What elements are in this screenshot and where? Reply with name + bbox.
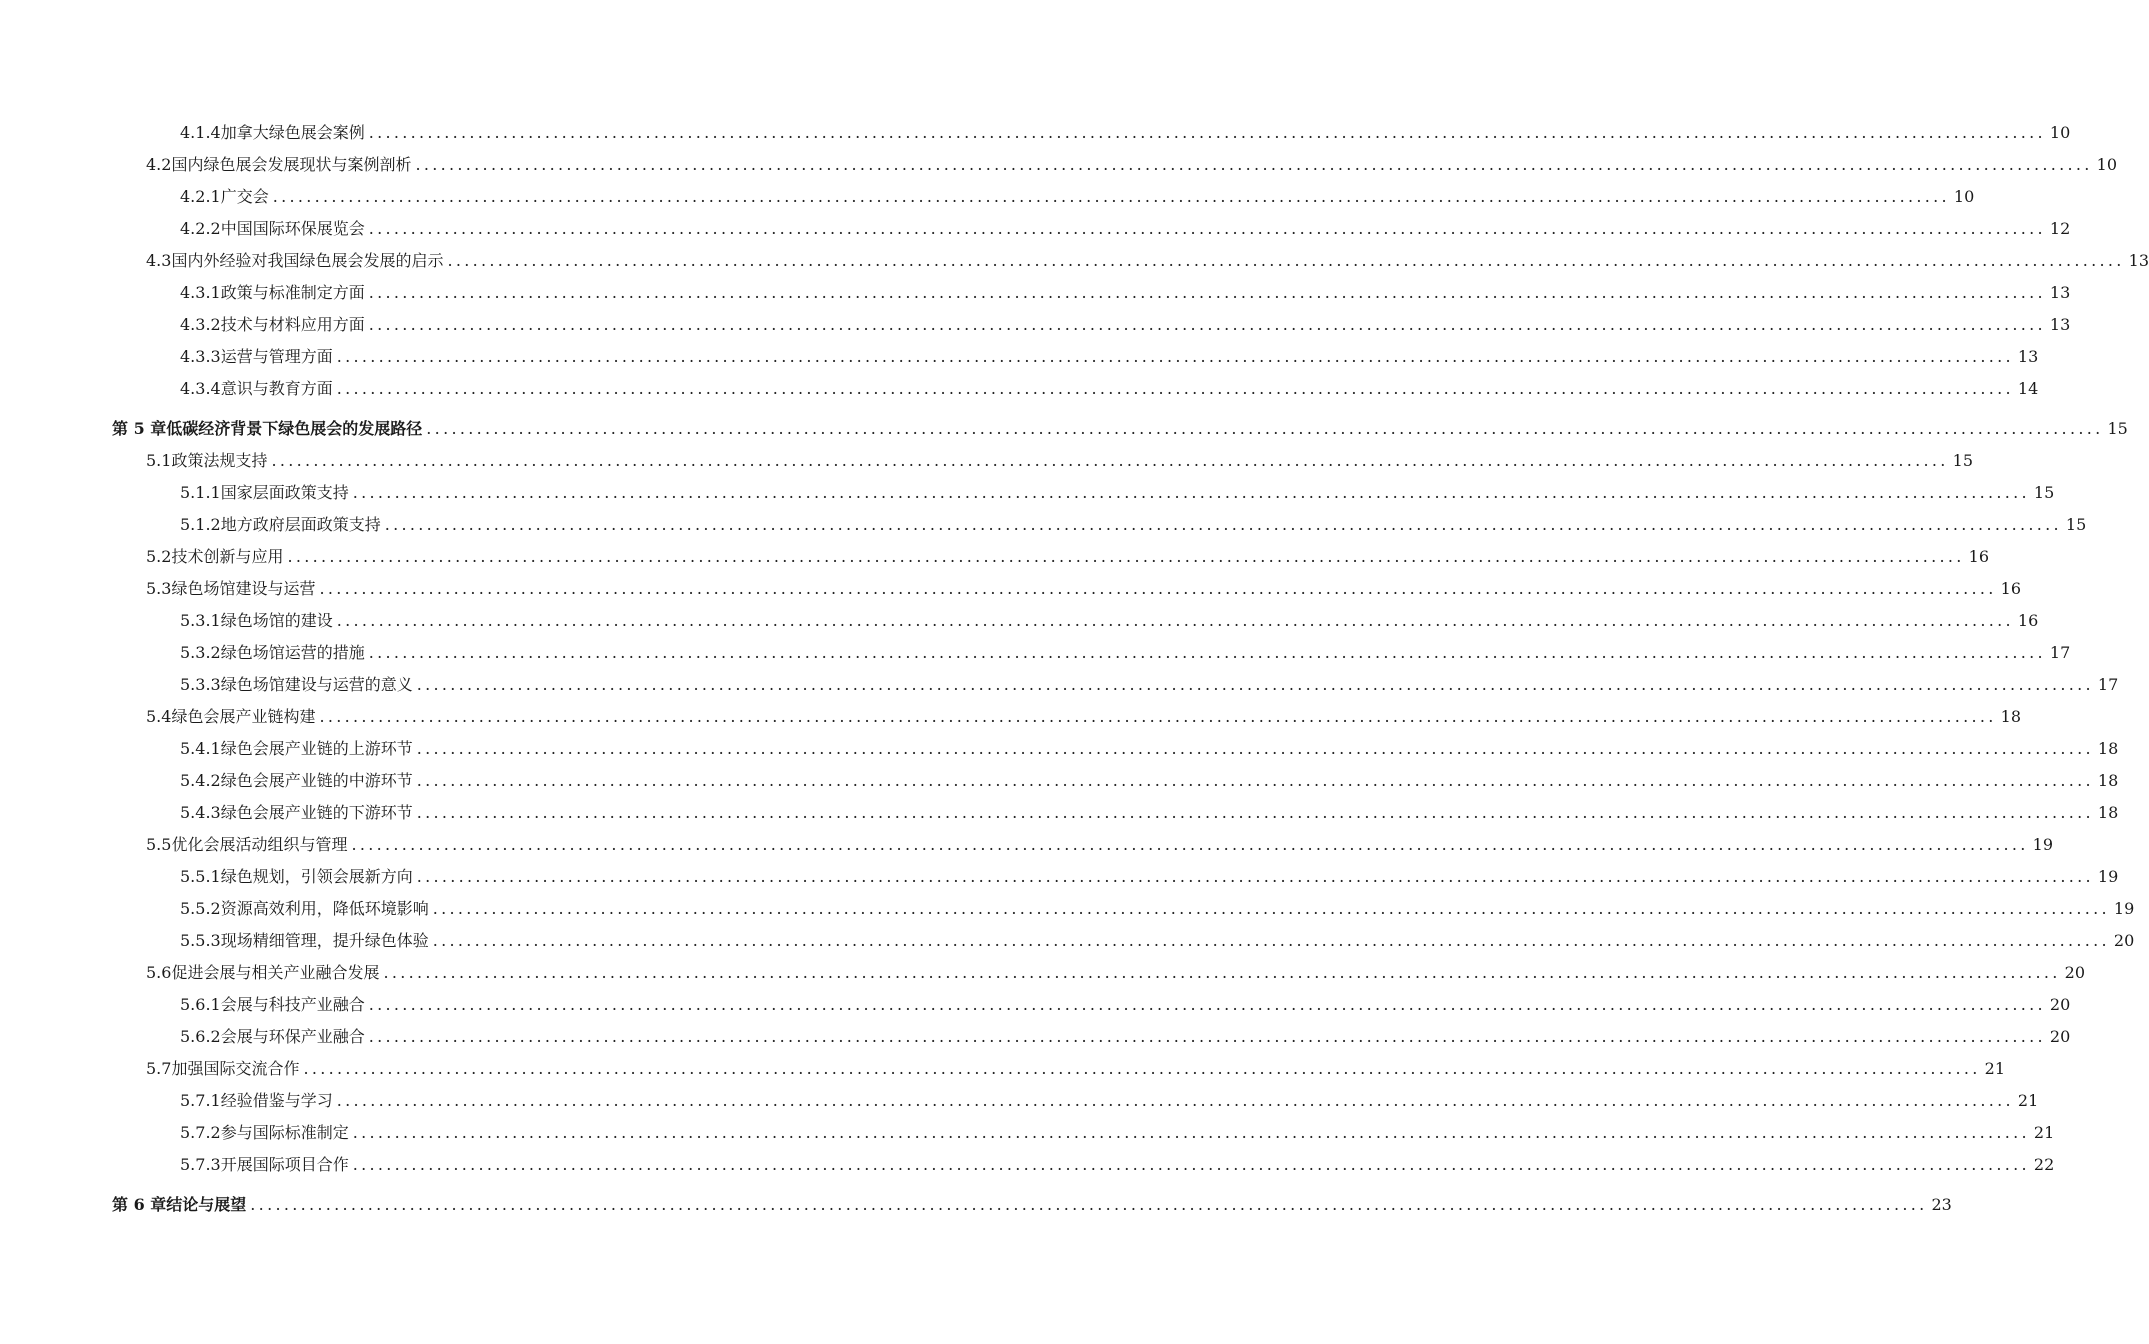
toc-entry-title: 加拿大绿色展会案例 (220, 123, 365, 142)
toc-entry-number: 5.1 (146, 451, 172, 470)
toc-page-number: 19 (2097, 867, 2119, 886)
toc-entry-title: 绿色场馆建设与运营的意义 (220, 675, 413, 694)
toc-dot-leader: ........................................................................................................................................................................................................ (416, 803, 2094, 822)
toc-entry-title: 技术与材料应用方面 (220, 315, 365, 334)
toc-dot-leader: ........................................................................................................................................................................................................ (303, 1059, 1981, 1078)
toc-entry-title: 国家层面政策支持 (220, 483, 349, 502)
toc-entry-title: 会展与科技产业融合 (220, 995, 365, 1014)
toc-page-number: 15 (2065, 515, 2087, 534)
toc-page-number: 20 (2049, 995, 2071, 1014)
toc-dot-leader: ........................................................................................................................................................................................................ (271, 451, 1949, 470)
toc-entry-number: 5.5.3 (180, 931, 221, 950)
toc-entry-number: 5.1.2 (180, 515, 221, 534)
toc-entry-number: 5.3.3 (180, 675, 221, 694)
toc-section-entry[interactable] (0, 958, 2086, 982)
toc-page-number: 21 (2033, 1123, 2055, 1142)
toc-entry-number: 4.1.4 (180, 123, 221, 142)
toc-page-number: 21 (1984, 1059, 2006, 1078)
toc-entry-number: 4.2.1 (180, 187, 221, 206)
toc-page-number: 21 (2017, 1091, 2039, 1110)
toc-entry-number: 4.3.3 (180, 347, 221, 366)
toc-section-entry[interactable] (0, 830, 2054, 854)
toc-dot-leader: ........................................................................................................................................................................................................ (368, 123, 2046, 142)
toc-page-number: 18 (2097, 803, 2119, 822)
toc-entry-title: 促进会展与相关产业融合发展 (171, 963, 380, 982)
toc-page-number: 10 (2049, 123, 2071, 142)
toc-dot-leader: ........................................................................................................................................................................................................ (351, 835, 2029, 854)
toc-dot-leader: ........................................................................................................................................................................................................ (368, 1027, 2046, 1046)
toc-page-number: 20 (2049, 1027, 2071, 1046)
toc-subsection-entry[interactable] (0, 926, 2135, 950)
toc-dot-leader: ........................................................................................................................................................................................................ (287, 547, 1965, 566)
toc-dot-leader: ........................................................................................................................................................................................................ (352, 1123, 2030, 1142)
toc-subsection-entry[interactable] (0, 734, 2119, 758)
toc-entry-title: 低碳经济背景下绿色展会的发展路径 (166, 419, 423, 438)
toc-entry-title: 资源高效利用，降低环境影响 (220, 899, 429, 918)
toc-entry-title: 绿色规划，引领会展新方向 (220, 867, 413, 886)
toc-subsection-entry[interactable] (0, 894, 2135, 918)
toc-entry-number: 5.6 (146, 963, 172, 982)
toc-entry-title: 绿色会展产业链的中游环节 (220, 771, 413, 790)
toc-dot-leader: ........................................................................................................................................................................................................ (447, 251, 2125, 270)
toc-page-number: 17 (2097, 675, 2119, 694)
toc-subsection-entry[interactable] (0, 510, 2087, 534)
toc-subsection-entry[interactable] (0, 670, 2119, 694)
toc-subsection-entry[interactable] (0, 182, 1975, 206)
toc-entry-number: 5.5 (146, 835, 172, 854)
toc-entry-number: 5.4.2 (180, 771, 221, 790)
toc-dot-leader: ........................................................................................................................................................................................................ (432, 931, 2110, 950)
toc-entry-title: 经验借鉴与学习 (220, 1091, 333, 1110)
toc-section-entry[interactable] (0, 574, 2022, 598)
toc-page-number: 16 (2000, 579, 2022, 598)
toc-dot-leader: ........................................................................................................................................................................................................ (416, 867, 2094, 886)
toc-dot-leader: ........................................................................................................................................................................................................ (384, 515, 2062, 534)
toc-entry-title: 广交会 (220, 187, 269, 206)
toc-entry-title: 优化会展活动组织与管理 (171, 835, 348, 854)
toc-dot-leader: ........................................................................................................................................................................................................ (415, 155, 2093, 174)
toc-dot-leader: ........................................................................................................................................................................................................ (336, 347, 2014, 366)
toc-dot-leader: ........................................................................................................................................................................................................ (319, 579, 1997, 598)
toc-subsection-entry[interactable] (0, 342, 2039, 366)
toc-entry-number: 4.3.1 (180, 283, 221, 302)
toc-entry-title: 参与国际标准制定 (220, 1123, 349, 1142)
toc-entry-title: 绿色会展产业链构建 (171, 707, 316, 726)
toc-entry-title: 现场精细管理，提升绿色体验 (220, 931, 429, 950)
toc-page-number: 20 (2064, 963, 2086, 982)
toc-page-number: 13 (2017, 347, 2039, 366)
toc-entry-title: 国内绿色展会发展现状与案例剖析 (171, 155, 412, 174)
toc-entry-number: 4.3 (146, 251, 172, 270)
toc-page-number: 20 (2113, 931, 2135, 950)
toc-subsection-entry[interactable] (0, 862, 2119, 886)
toc-subsection-entry[interactable] (0, 1150, 2055, 1174)
toc-entry-title: 绿色场馆运营的措施 (220, 643, 365, 662)
toc-dot-leader: ........................................................................................................................................................................................................ (368, 219, 2046, 238)
toc-entry-title: 国内外经验对我国绿色展会发展的启示 (171, 251, 444, 270)
toc-dot-leader: ........................................................................................................................................................................................................ (319, 707, 1997, 726)
toc-dot-leader: ........................................................................................................................................................................................................ (368, 643, 2046, 662)
toc-subsection-entry[interactable] (0, 1086, 2039, 1110)
toc-entry-number: 4.2.2 (180, 219, 221, 238)
toc-entry-number: 5.4.3 (180, 803, 221, 822)
toc-chapter-entry[interactable] (0, 1190, 1952, 1214)
toc-entry-title: 中国国际环保展览会 (220, 219, 365, 238)
toc-subsection-entry[interactable] (0, 1022, 2071, 1046)
toc-subsection-entry[interactable] (0, 118, 2071, 142)
toc-page-number: 18 (2097, 771, 2119, 790)
toc-page-number: 10 (1953, 187, 1975, 206)
toc-dot-leader: ........................................................................................................................................................................................................ (336, 611, 2014, 630)
toc-chapter-entry[interactable] (0, 414, 2128, 438)
toc-entry-title: 结论与展望 (166, 1195, 247, 1214)
toc-dot-leader: ........................................................................................................................................................................................................ (368, 283, 2046, 302)
toc-section-entry[interactable] (0, 150, 2118, 174)
toc-entry-number: 5.3 (146, 579, 172, 598)
toc-dot-leader: ........................................................................................................................................................................................................ (368, 315, 2046, 334)
toc-entry-number: 5.7.3 (180, 1155, 221, 1174)
toc-page-number: 22 (2033, 1155, 2055, 1174)
toc-entry-number: 4.3.4 (180, 379, 221, 398)
toc-entry-title: 绿色会展产业链的上游环节 (220, 739, 413, 758)
toc-entry-title: 绿色场馆的建设 (220, 611, 333, 630)
toc-subsection-entry[interactable] (0, 638, 2071, 662)
toc-dot-leader: ........................................................................................................................................................................................................ (416, 771, 2094, 790)
toc-entry-title: 绿色会展产业链的下游环节 (220, 803, 413, 822)
toc-page-number: 16 (2017, 611, 2039, 630)
toc-section-entry[interactable] (0, 246, 2149, 270)
toc-entry-number: 5.2 (146, 547, 172, 566)
toc-entry-number: 5.3.2 (180, 643, 221, 662)
toc-page-number: 10 (2096, 155, 2118, 174)
toc-dot-leader: ........................................................................................................................................................................................................ (426, 419, 2104, 438)
toc-subsection-entry[interactable] (0, 310, 2071, 334)
toc-entry-title: 加强国际交流合作 (171, 1059, 300, 1078)
toc-page-number: 14 (2017, 379, 2039, 398)
toc-entry-title: 会展与环保产业融合 (220, 1027, 365, 1046)
toc-dot-leader: ........................................................................................................................................................................................................ (383, 963, 2061, 982)
toc-dot-leader: ........................................................................................................................................................................................................ (272, 187, 1950, 206)
toc-dot-leader: ........................................................................................................................................................................................................ (336, 379, 2014, 398)
toc-subsection-entry[interactable] (0, 374, 2039, 398)
toc-dot-leader: ........................................................................................................................................................................................................ (352, 1155, 2030, 1174)
toc-entry-title: 开展国际项目合作 (220, 1155, 349, 1174)
toc-entry-number: 5.6.2 (180, 1027, 221, 1046)
toc-page-number: 17 (2049, 643, 2071, 662)
toc-page-number: 15 (2107, 419, 2128, 438)
toc-dot-leader: ........................................................................................................................................................................................................ (432, 899, 2110, 918)
toc-page-number: 16 (1968, 547, 1990, 566)
toc-entry-title: 地方政府层面政策支持 (220, 515, 381, 534)
toc-subsection-entry[interactable] (0, 606, 2039, 630)
toc-entry-title: 政策法规支持 (171, 451, 268, 470)
toc-page-number: 13 (2128, 251, 2149, 270)
toc-entry-number: 5.3.1 (180, 611, 221, 630)
toc-section-entry[interactable] (0, 446, 1974, 470)
toc-dot-leader: ........................................................................................................................................................................................................ (416, 675, 2094, 694)
toc-subsection-entry[interactable] (0, 766, 2119, 790)
toc-entry-number: 5.7.1 (180, 1091, 221, 1110)
toc-page-number: 19 (2113, 899, 2135, 918)
toc-entry-title: 技术创新与应用 (171, 547, 284, 566)
toc-dot-leader: ........................................................................................................................................................................................................ (368, 995, 2046, 1014)
toc-subsection-entry[interactable] (0, 1118, 2055, 1142)
toc-subsection-entry[interactable] (0, 990, 2071, 1014)
toc-dot-leader: ........................................................................................................................................................................................................ (336, 1091, 2014, 1110)
toc-page-number: 19 (2032, 835, 2054, 854)
toc-page-number: 23 (1931, 1195, 1952, 1214)
toc-subsection-entry[interactable] (0, 798, 2119, 822)
toc-entry-title: 绿色场馆建设与运营 (171, 579, 316, 598)
toc-entry-number: 5.4.1 (180, 739, 221, 758)
toc-page-number: 13 (2049, 283, 2071, 302)
toc-entry-number: 4.2 (146, 155, 172, 174)
toc-entry-number: 4.3.2 (180, 315, 221, 334)
toc-subsection-entry[interactable] (0, 214, 2071, 238)
toc-page-number: 15 (1952, 451, 1974, 470)
toc-page-number: 18 (2000, 707, 2022, 726)
toc-subsection-entry[interactable] (0, 478, 2055, 502)
toc-dot-leader: ........................................................................................................................................................................................................ (352, 483, 2030, 502)
toc-entry-number: 第 6 章 (112, 1195, 167, 1214)
toc-entry-title: 政策与标准制定方面 (220, 283, 365, 302)
toc-page-number: 13 (2049, 315, 2071, 334)
toc-entry-number: 5.5.1 (180, 867, 221, 886)
toc-page-number: 18 (2097, 739, 2119, 758)
toc-dot-leader: ........................................................................................................................................................................................................ (250, 1195, 1928, 1214)
toc-entry-number: 5.5.2 (180, 899, 221, 918)
toc-entry-number: 5.7 (146, 1059, 172, 1078)
toc-entry-number: 第 5 章 (112, 419, 167, 438)
toc-page-number: 15 (2033, 483, 2055, 502)
toc-entry-title: 意识与教育方面 (220, 379, 333, 398)
toc-entry-number: 5.1.1 (180, 483, 221, 502)
toc-dot-leader: ........................................................................................................................................................................................................ (416, 739, 2094, 758)
toc-page-number: 12 (2049, 219, 2071, 238)
toc-entry-title: 运营与管理方面 (220, 347, 333, 366)
toc-section-entry[interactable] (0, 702, 2022, 726)
toc-entry-number: 5.4 (146, 707, 172, 726)
toc-entry-number: 5.6.1 (180, 995, 221, 1014)
toc-entry-number: 5.7.2 (180, 1123, 221, 1142)
toc-section-entry[interactable] (0, 542, 1990, 566)
toc-subsection-entry[interactable] (0, 278, 2071, 302)
toc-section-entry[interactable] (0, 1054, 2006, 1078)
